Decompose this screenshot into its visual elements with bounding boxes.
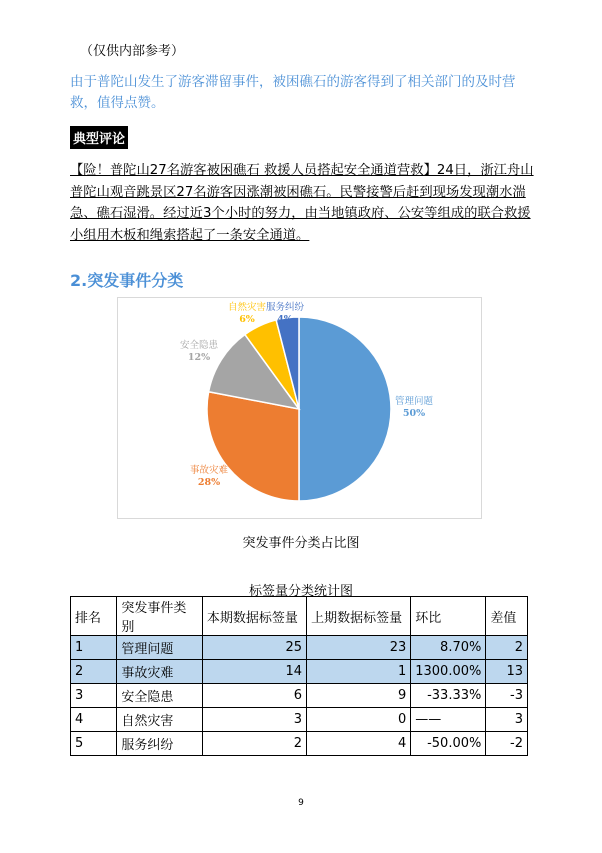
table-row [71, 636, 528, 660]
page-number: 9 [298, 798, 304, 808]
cell-rank: 3 [71, 684, 117, 708]
header-diff: 差值 [486, 597, 528, 636]
table-row [71, 708, 528, 732]
cell-diff: 13 [486, 660, 528, 684]
cell-current: 2 [202, 732, 306, 756]
cell-diff: 3 [486, 708, 528, 732]
cell-category: 服务纠纷 [117, 732, 203, 756]
pie-label-name: 管理问题 [395, 396, 434, 407]
internal-note: （仅供内部参考） [80, 44, 185, 59]
cell-current: 6 [202, 684, 306, 708]
pie-label-name: 服务纠纷 [266, 302, 305, 313]
pie-label-1 [395, 396, 433, 420]
header-rank: 排名 [71, 597, 117, 636]
cell-rank: 5 [71, 732, 117, 756]
cell-previous: 4 [307, 732, 411, 756]
pie-label-name: 事故灾难 [190, 465, 229, 476]
cell-ratio: —— [411, 708, 486, 732]
summary-paragraph: 由于普陀山发生了游客滞留事件，被困礁石的游客得到了相关部门的及时营救，值得点赞。 [70, 74, 516, 111]
table-row [71, 684, 528, 708]
cell-ratio: -50.00% [411, 732, 486, 756]
pie-slice-1 [299, 317, 391, 501]
cell-rank: 4 [71, 708, 117, 732]
pie-label-percent: 12% [187, 352, 211, 363]
typical-comment-tag: 典型评论 [70, 126, 128, 149]
header-category: 突发事件类别 [117, 597, 203, 636]
header-previous: 上期数据标签量 [307, 597, 411, 636]
pie-label-2 [190, 465, 228, 489]
header-current: 本期数据标签量 [202, 597, 306, 636]
cell-ratio: 8.70% [411, 636, 486, 660]
chart-caption: 突发事件分类占比图 [242, 536, 360, 551]
cell-category: 管理问题 [117, 636, 203, 660]
table-caption: 标签量分类统计图 [248, 584, 353, 599]
pie-label-percent: 4% [277, 314, 293, 325]
cell-current: 3 [202, 708, 306, 732]
stats-table [70, 596, 528, 756]
pie-label-percent: 6% [239, 314, 255, 325]
cell-previous: 1 [307, 660, 411, 684]
cell-current: 14 [202, 660, 306, 684]
cell-diff: -3 [486, 684, 528, 708]
pie-label-3 [180, 340, 218, 364]
cell-ratio: -33.33% [411, 684, 486, 708]
cell-previous: 9 [307, 684, 411, 708]
cell-rank: 1 [71, 636, 117, 660]
pie-label-name: 安全隐患 [180, 340, 219, 351]
cell-diff: -2 [486, 732, 528, 756]
pie-label-name: 自然灾害 [228, 302, 267, 313]
cell-category: 自然灾害 [117, 708, 203, 732]
table-row [71, 660, 528, 684]
pie-label-4 [228, 302, 266, 326]
section-title: 2.突发事件分类 [70, 271, 184, 290]
header-ratio: 环比 [411, 597, 486, 636]
cell-diff: 2 [486, 636, 528, 660]
cell-current: 25 [202, 636, 306, 660]
pie-label-percent: 28% [197, 477, 221, 488]
cell-category: 安全隐患 [117, 684, 203, 708]
table-row [71, 732, 528, 756]
typical-comment-text: 【险！普陀山27名游客被困礁石 救援人员搭起安全通道营救】24日，浙江舟山普陀山观音跳景区27名游客因涨潮被困礁石。民警接警后赶到现场发现潮水湍急、礁石湿滑。经过近3个小时的努力，由当地镇政府、公安等组成的联合救援小组用木板和绳索搭起了一条安全通道。 [70, 163, 534, 243]
table-header-row [71, 597, 528, 636]
pie-label-percent: 50% [402, 408, 426, 419]
pie-label-5 [266, 302, 304, 326]
cell-rank: 2 [71, 660, 117, 684]
cell-previous: 0 [307, 708, 411, 732]
cell-category: 事故灾难 [117, 660, 203, 684]
cell-ratio: 1300.00% [411, 660, 486, 684]
cell-previous: 23 [307, 636, 411, 660]
